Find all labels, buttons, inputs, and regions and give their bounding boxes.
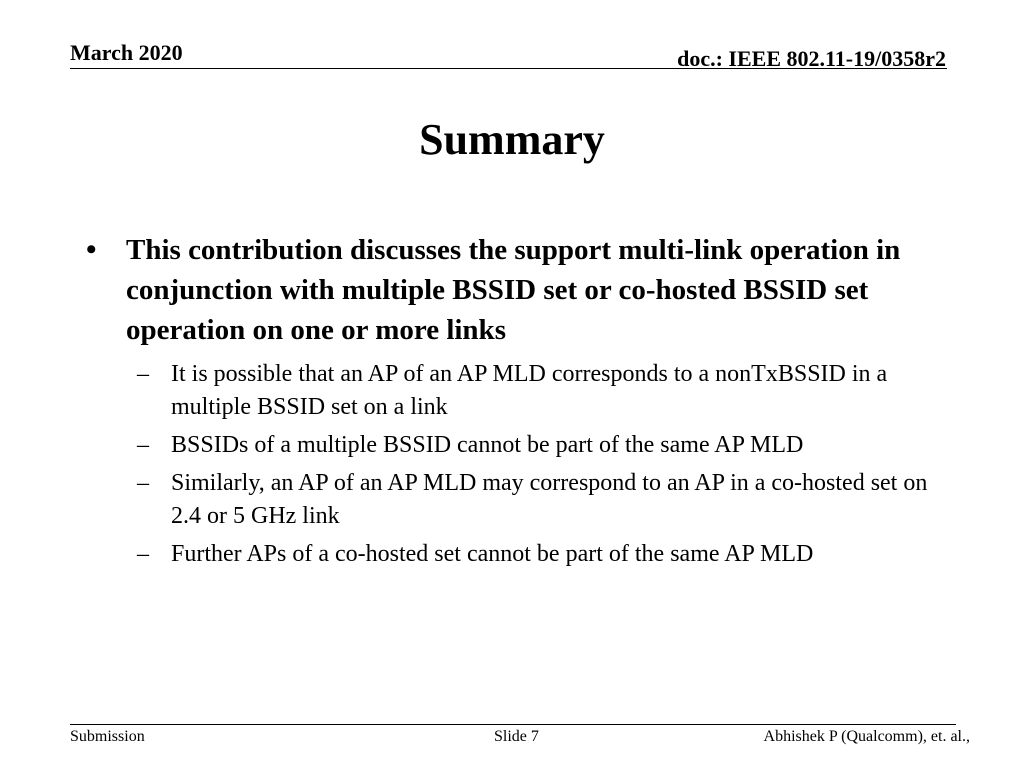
footer-author: Abhishek P (Qualcomm), et. al.,: [763, 728, 970, 745]
sub-bullet-text: BSSIDs of a multiple BSSID cannot be part of the same AP MLD: [171, 432, 804, 458]
dash-icon: –: [137, 361, 149, 387]
header-doc-id: doc.: IEEE 802.11-19/0358r2: [677, 46, 946, 71]
dash-icon: –: [137, 470, 149, 496]
header-divider: [70, 68, 947, 69]
sub-bullet-item: [137, 358, 957, 424]
main-bullet-text: This contribution discusses the support multi-link operation in conjunction with multiple BSSID set or co-hosted BSSID set operation on one or more links: [126, 234, 901, 346]
bullet-dot-icon: •: [86, 233, 97, 266]
sub-bullet-item: [137, 538, 957, 571]
footer-divider: [70, 724, 956, 725]
dash-icon: –: [137, 432, 149, 458]
sub-bullet-item: [137, 467, 957, 533]
dash-icon: –: [137, 541, 149, 567]
sub-bullet-text: Similarly, an AP of an AP MLD may correspond to an AP in a co-hosted set on 2.4 or 5 GHz link: [171, 470, 928, 529]
slide-title: Summary: [419, 115, 605, 164]
main-bullet: [86, 230, 956, 350]
sub-bullet-text: It is possible that an AP of an AP MLD corresponds to a nonTxBSSID in a multiple BSSID set on a link: [171, 361, 888, 420]
footer-submission: Submission: [70, 728, 145, 745]
sub-bullet-list: [137, 358, 957, 576]
sub-bullet-text: Further APs of a co-hosted set cannot be part of the same AP MLD: [171, 541, 814, 567]
footer-slide-number: Slide 7: [494, 728, 539, 745]
sub-bullet-item: [137, 429, 957, 462]
header-date: March 2020: [70, 40, 183, 65]
